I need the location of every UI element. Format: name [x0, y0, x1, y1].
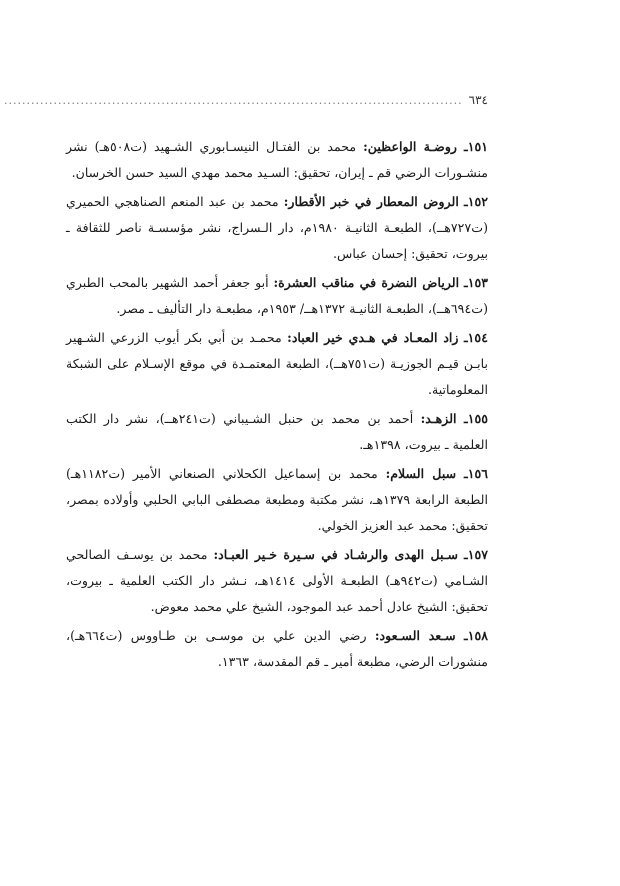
entry-body: محمـد بن أبي بكر أيوب الزرعي الشـهير بابـن قيـم الجوزيـة (ت٧٥١هــ)، الطبعة المعتمـدة في موقع الإسـلام على الشبكة المعلوماتية. [66, 330, 488, 397]
bibliography-entry-154 [66, 325, 488, 403]
entry-title: الرياض النضرة في مناقب العشرة: [273, 275, 460, 290]
entry-title: سبل السلام: [385, 466, 457, 481]
bibliography-entry-151 [66, 134, 488, 186]
bibliography-entry-155 [66, 406, 488, 458]
entry-number: ١٥٥ـ [463, 411, 488, 426]
entry-body: رضي الدين علي بن موسـى بن طـاووس (ت٦٦٤هـ)، منشورات الرضي، مطبعة أمير ـ قم المقدسة، ١٣٦٣. [66, 628, 488, 669]
entry-number: ١٥٤ـ [463, 330, 488, 345]
bibliography-entry-157 [66, 542, 488, 620]
entry-number: ١٥٣ـ [464, 275, 489, 290]
page-header [4, 92, 488, 110]
document-page [4, 92, 489, 678]
entry-title: الزهـد: [420, 411, 457, 426]
entry-body: محمد بن إسماعيل الكحلاني الصنعاني الأمير (ت١١٨٢هـ) الطبعة الرابعة ١٣٧٩هـ، نشر مكتبة ومطبعة مصطفى البابي الحلبي وأولاده بمصر، تحقيق: محمد عبد العزيز الخولي. [66, 466, 488, 533]
bibliography-entry-156 [66, 461, 488, 539]
entry-body: أحمد بن محمد بن حنبل الشـيباني (ت٢٤١هــ)، نشر دار الكتب العلمية ـ بيروت، ١٣٩٨هـ. [66, 411, 488, 452]
entry-title: روضـة الواعظين: [363, 139, 458, 154]
bibliography-entry-152 [66, 189, 488, 267]
entry-body: محمد بن يوسـف الصالحي الشـامي (ت٩٤٢هـ) الطبعـة الأولى ١٤١٤هـ، نـشر دار الكتب العلمية ـ بيروت، تحقيق: الشيخ عادل أحمد عبد الموجود، الشيخ علي محمد معوض. [66, 547, 488, 614]
entry-title: الروض المعطار في خبر الأقطار: [283, 194, 459, 209]
entry-title: سـبل الهدى والرشـاد في سـيرة خـير العبـاد: [213, 547, 459, 562]
entry-number: ١٥٧ـ [464, 547, 488, 562]
entry-number: ١٥٨ـ [463, 628, 488, 643]
entry-number: ١٥٢ـ [464, 194, 488, 209]
entry-title: سـعد السـعود: [374, 628, 456, 643]
entry-body: أبو جعفر أحمد الشهير بالمحب الطبري (ت٦٩٤هــ)، الطبعـة الثانيـة ١٣٧٢هــ/ ١٩٥٣م، مطبعـة دار التأليف ـ مصر. [66, 275, 488, 316]
bibliography-list [66, 134, 488, 675]
entry-number: ١٥١ـ [464, 139, 489, 154]
entry-body: محمد بن الفتـال النيسـابوري الشـهيد (ت٥٠٨هـ) نشر منشـورات الرضي قم ـ إيران، تحقيق: السـيد محمد مهدي السيد حسن الخرسان. [66, 139, 488, 180]
bibliography-entry-153 [66, 270, 488, 322]
entry-body: محمد بن عبد المنعم الصناهجي الحميري (ت٧٢٧هــ)، الطبعـة الثانيـة ١٩٨٠م، دار الـسراج، نشر مؤسسـة ناصر للثقافة ـ بيروت، تحقيق: إحسان عباس. [66, 194, 488, 261]
entry-title: زاد المعـاد في هـدي خير العباد: [287, 330, 459, 345]
header-leader-dots: ...................................................................................................... [4, 94, 463, 107]
entry-number: ١٥٦ـ [463, 466, 488, 481]
page-number: ٦٣٤ [468, 93, 488, 107]
bibliography-entry-158 [66, 623, 488, 675]
